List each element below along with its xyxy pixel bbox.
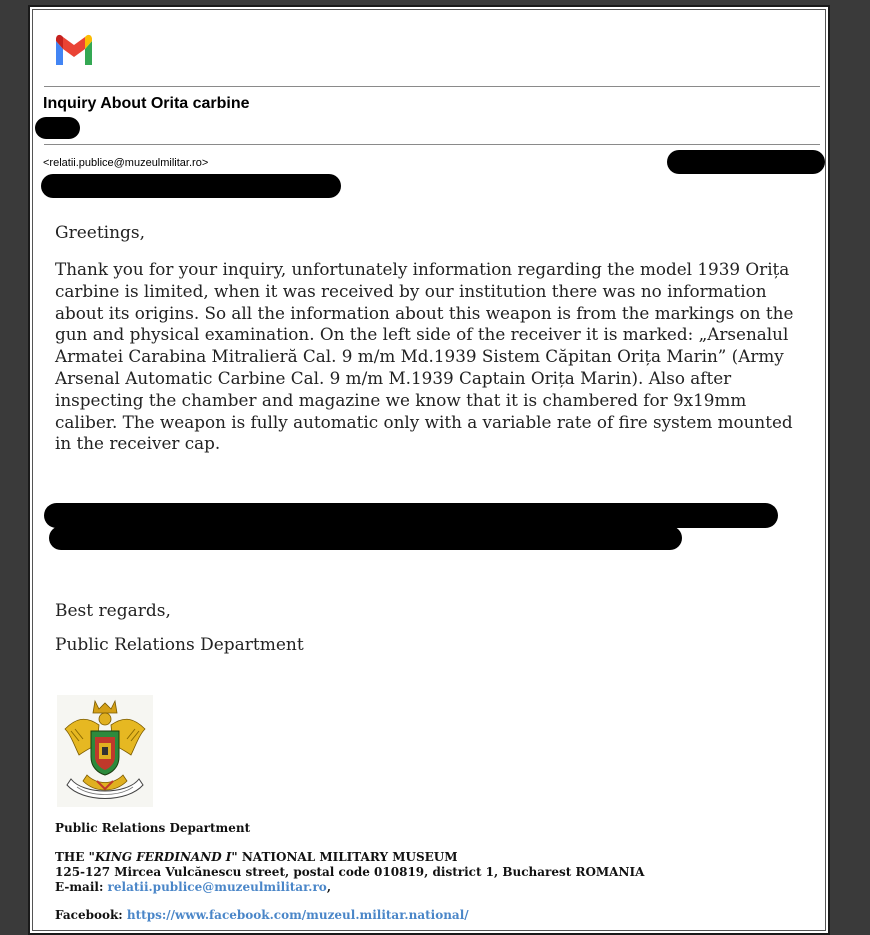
- facebook-link[interactable]: https://www.facebook.com/muzeul.militar.national/: [126, 908, 469, 922]
- redacted-date: [667, 150, 825, 174]
- redacted-paragraph-line-1: [44, 503, 778, 528]
- signature-museum-name: THE "KING FERDINAND I" NATIONAL MILITARY MUSEUM: [55, 850, 458, 864]
- email-greeting: Greetings,: [55, 223, 146, 243]
- signature-email: E-mail: relatii.publice@muzeulmilitar.ro,: [55, 880, 331, 894]
- email-sender-dept: Public Relations Department: [55, 635, 304, 655]
- email-closing: Best regards,: [55, 601, 171, 621]
- redacted-recipient: [41, 174, 341, 198]
- signature-dept: Public Relations Department: [55, 821, 251, 835]
- sender-divider: [44, 144, 820, 145]
- redacted-sender-name: [35, 117, 80, 139]
- email-body-paragraph: Thank you for your inquiry, unfortunately information regarding the model 1939 Orița carbine is limited, when it was received by our institution there was no information about its origins. So all the information about this weapon is from the markings on the gun and physical examination. On the left side of the receiver it is marked: „Arsenalul Armatei Carabina Mitralieră Cal. 9 m/m Md.1939 Sistem Căpitan Orița Marin” (Army Arsenal Automatic Carbine Cal. 9 m/m M.1939 Captain Orița Marin). Also after inspecting the chamber and magazine we know that it is chambered for 9x19mm caliber. The weapon is fully automatic only with a variable rate of fire system mounted in the receiver cap.: [55, 259, 794, 454]
- signature-email-link[interactable]: relatii.publice@muzeulmilitar.ro: [107, 880, 327, 894]
- email-subject: Inquiry About Orita carbine: [43, 95, 250, 112]
- redacted-paragraph-line-2: [49, 526, 682, 550]
- gmail-logo-icon: [46, 21, 102, 77]
- viewer-right-margin: [832, 0, 870, 925]
- header-divider: [44, 86, 820, 87]
- email-document: [28, 5, 830, 935]
- military-museum-crest-icon: [57, 695, 153, 807]
- signature-facebook: Facebook: https://www.facebook.com/muzeul.militar.national/: [55, 908, 469, 922]
- sender-address: <relatii.publice@muzeulmilitar.ro>: [43, 157, 209, 169]
- signature-address: 125-127 Mircea Vulcănescu street, postal code 010819, district 1, Bucharest ROMANIA: [55, 865, 645, 879]
